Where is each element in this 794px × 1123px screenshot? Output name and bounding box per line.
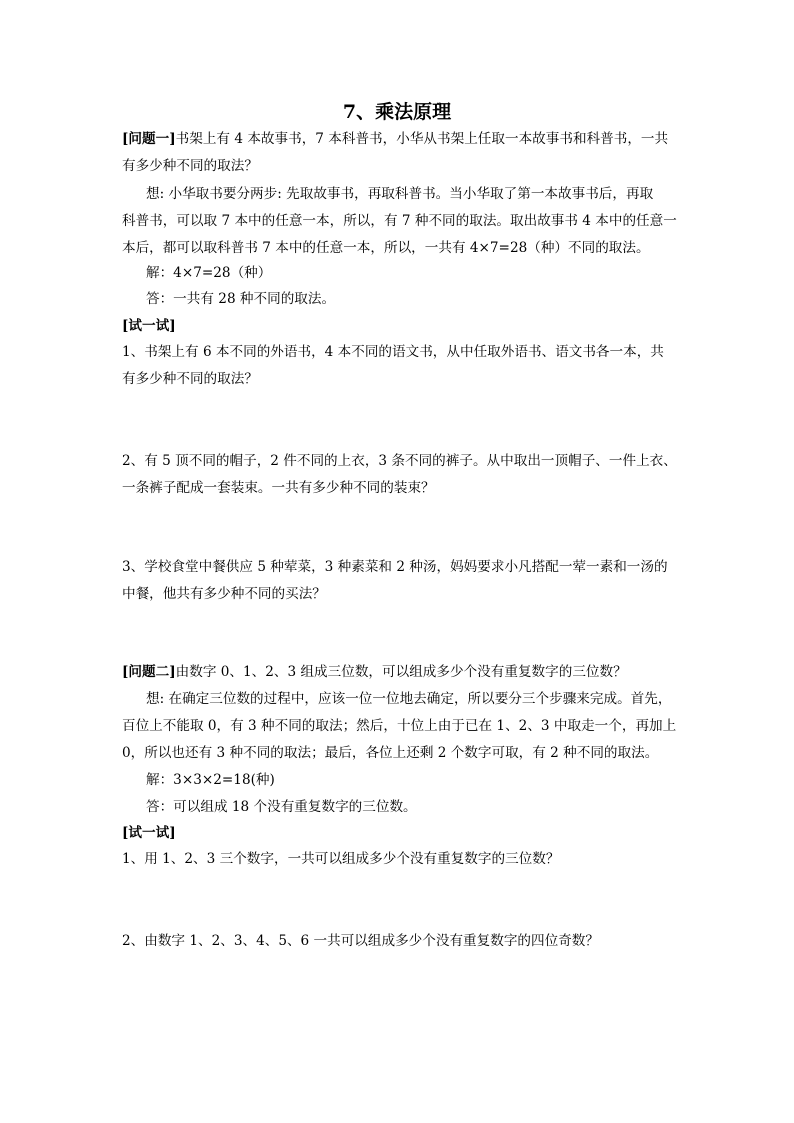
problem1-line1 [122, 129, 682, 149]
problem2-solution: 解：3×3×2=18(种) [146, 772, 275, 788]
problem1-think-3: 本后，都可以取科普书 7 本中的任意一本，所以，一共有 4×7=28（种）不同的取法。 [122, 240, 650, 256]
problem2-think-1: 想: 在确定三位数的过程中，应该一位一位地去确定，所以要分三个步骤来完成。首先， [146, 691, 672, 707]
try1-q2-line2: 一条裤子配成一套装束。一共有多少种不同的装束？ [122, 480, 435, 496]
problem1-line2: 有多少种不同的取法？ [122, 158, 258, 174]
problem1-label: [问题一] [122, 131, 176, 147]
try1-q3-line1: 3、学校食堂中餐供应 5 种荤菜，3 种素菜和 2 种汤，妈妈要求小凡搭配一荤一素和一汤的 [122, 559, 668, 575]
problem1-answer: 答：一共有 28 种不同的取法。 [146, 291, 336, 307]
try1-q2-line1: 2、有 5 顶不同的帽子，2 件不同的上衣，3 条不同的裤子。从中取出一顶帽子、一件上衣、 [122, 453, 677, 469]
problem1-text1: 书架上有 4 本故事书，7 本科普书，小华从书架上任取一本故事书和科普书，一共 [175, 131, 669, 147]
try1-q1-line1: 1、书架上有 6 本不同的外语书，4 本不同的语文书，从中任取外语书、语文书各一本，共 [122, 344, 664, 360]
try1-q1-line2: 有多少种不同的取法？ [122, 371, 258, 387]
problem2-label: [问题二] [122, 664, 176, 680]
problem1-think-2: 科普书，可以取 7 本中的任意一本，所以，有 7 种不同的取法。取出故事书 4 本中的任意一 [122, 213, 677, 229]
page-title: 7、乘法原理 [342, 101, 452, 123]
problem2-answer: 答：可以组成 18 个没有重复数字的三位数。 [146, 799, 417, 815]
try1-label: [试一试] [122, 318, 176, 334]
problem1-think-1: 想: 小华取书要分两步: 先取故事书，再取科普书。当小华取了第一本故事书后，再取 [146, 186, 654, 202]
problem2-text1: 由数字 0、1、2、3 组成三位数，可以组成多少个没有重复数字的三位数？ [175, 664, 627, 680]
try1-q3-line2: 中餐，他共有多少种不同的买法？ [122, 586, 326, 602]
try2-q1: 1、用 1、2、3 三个数字，一共可以组成多少个没有重复数字的三位数？ [122, 851, 560, 867]
problem1-solution: 解：4×7=28（种） [146, 265, 272, 281]
problem2-think-3: 0，所以也还有 3 种不同的取法；最后，各位上还剩 2 个数字可取，有 2 种不同的取法。 [122, 745, 659, 761]
try2-label: [试一试] [122, 825, 176, 841]
try2-q2: 2、由数字 1、2、3、4、5、6 一共可以组成多少个没有重复数字的四位奇数？ [122, 933, 599, 949]
problem2-line1 [122, 662, 682, 682]
problem2-think-2: 百位上不能取 0，有 3 种不同的取法；然后，十位上由于已在 1、2、3 中取走一个，再加上 [122, 718, 677, 734]
